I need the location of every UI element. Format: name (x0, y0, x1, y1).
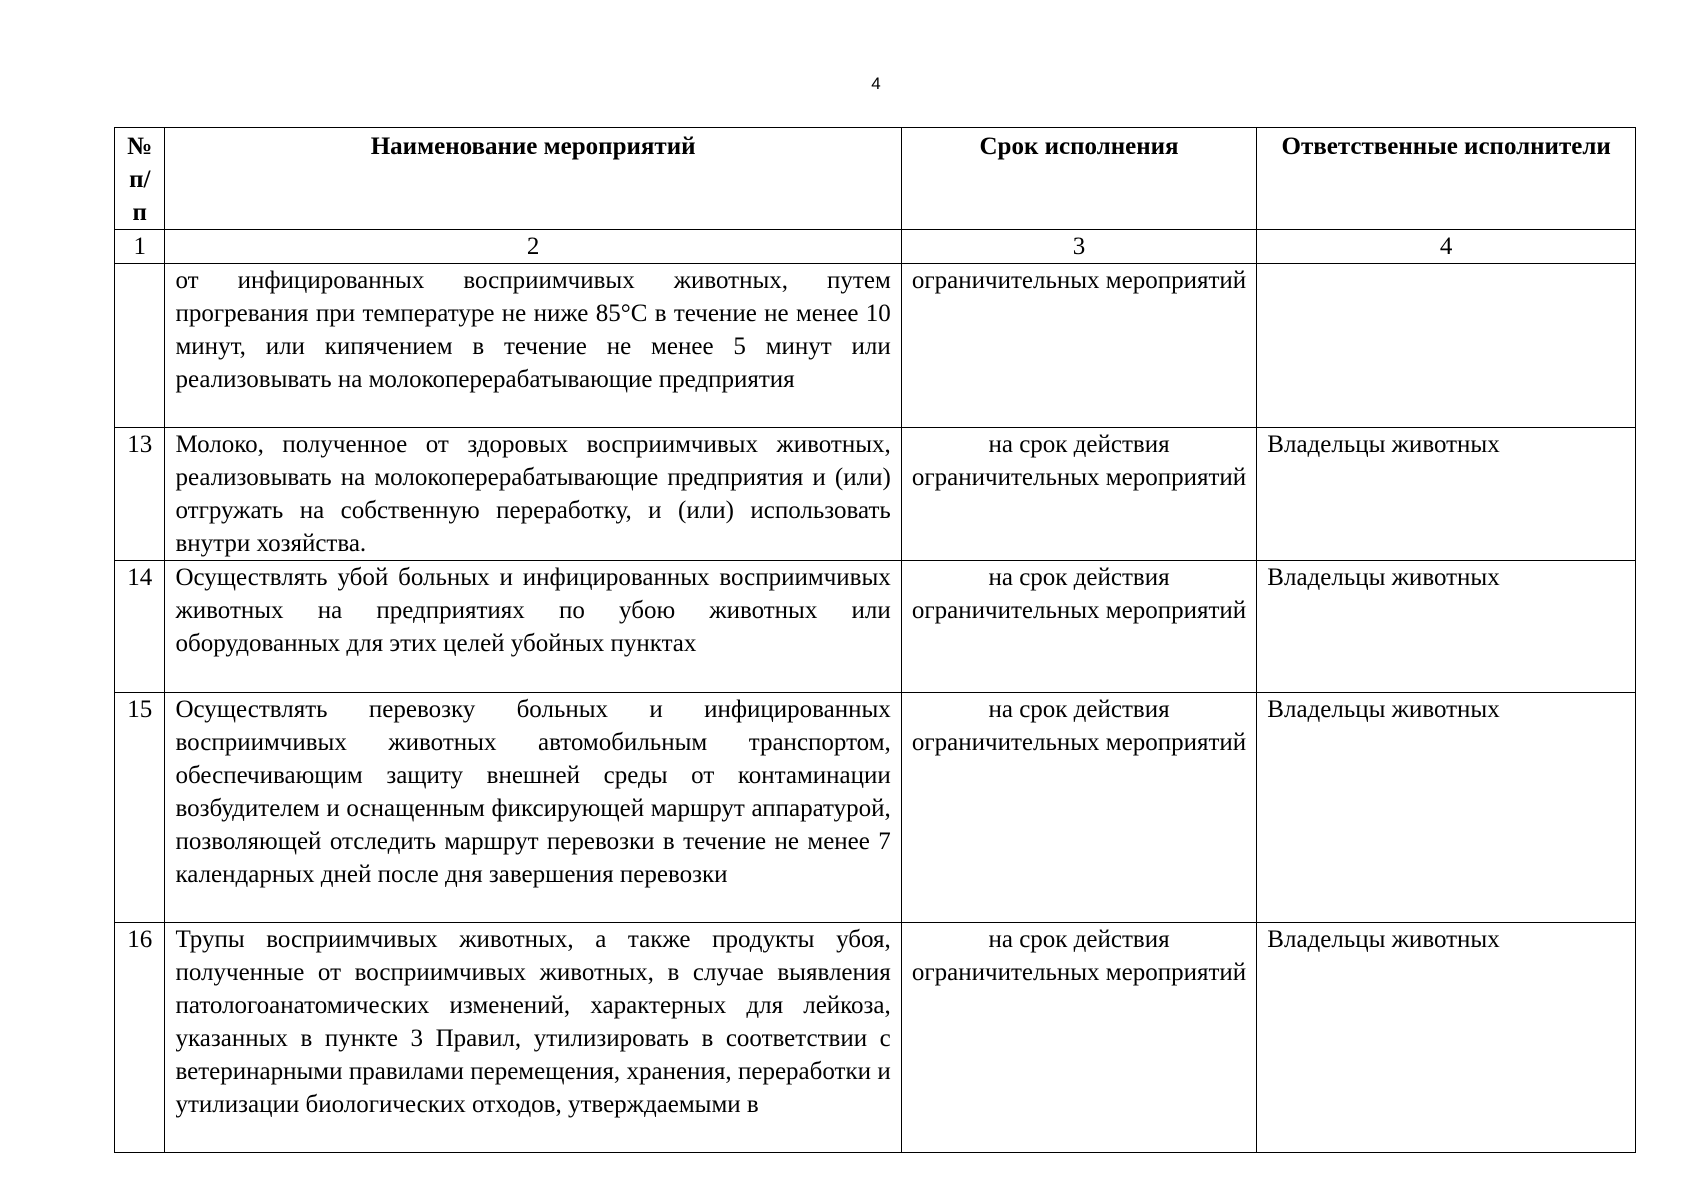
column-number-row (115, 230, 1636, 264)
measure-name: Молоко, полученное от здоровых восприимчивых животных, реализовывать на молокоперерабатывающие предприятия и (или) отгружать на собственную переработку, и (или) использовать внутри хозяйства. (165, 428, 901, 561)
table-row (115, 561, 1636, 693)
measure-term: на срок действия ограничительных мероприятий (901, 561, 1257, 693)
measure-term: ограничительных мероприятий (901, 264, 1257, 428)
header-term: Срок исполнения (901, 128, 1257, 230)
measure-responsible (1257, 264, 1636, 428)
measure-name: Осуществлять перевозку больных и инфицированных восприимчивых животных автомобильным транспортом, обеспечивающим защиту внешней среды от контаминации возбудителем и оснащенным фиксирующей маршрут аппаратурой, позволяющей отследить маршрут перевозки в течение не менее 7 календарных дней после дня завершения перевозки (165, 693, 901, 923)
header-name: Наименование мероприятий (165, 128, 901, 230)
measure-responsible: Владельцы животных (1257, 923, 1636, 1153)
measure-name: Трупы восприимчивых животных, а также продукты убоя, полученные от восприимчивых животных, в случае выявления патологоанатомических изменений, характерных для лейкоза, указанных в пункте 3 Правил, утилизировать в соответствии с ветеринарными правилами перемещения, хранения, переработки и утилизации биологических отходов, утверждаемыми в (165, 923, 901, 1153)
measure-name: Осуществлять убой больных и инфицированных восприимчивых животных на предприятиях по убою животных или оборудованных для этих целей убойных пунктах (165, 561, 901, 693)
table-row (115, 693, 1636, 923)
header-num: № п/п (115, 128, 165, 230)
row-number: 16 (115, 923, 165, 1153)
column-number: 1 (115, 230, 165, 264)
row-number: 14 (115, 561, 165, 693)
column-number: 2 (165, 230, 901, 264)
table-row (115, 428, 1636, 561)
measures-table (114, 127, 1636, 1153)
measure-responsible: Владельцы животных (1257, 693, 1636, 923)
table-header-row (115, 128, 1636, 230)
measure-responsible: Владельцы животных (1257, 561, 1636, 693)
page-number: 4 (871, 74, 881, 93)
measure-name: от инфицированных восприимчивых животных, путем прогревания при температуре не ниже 85°С в течение не менее 10 минут, или кипячением в течение не менее 5 минут или реализовывать на молокоперерабатывающие предприятия (165, 264, 901, 428)
row-number: 13 (115, 428, 165, 561)
column-number: 3 (901, 230, 1257, 264)
table-row (115, 923, 1636, 1153)
measure-term: на срок действия ограничительных мероприятий (901, 428, 1257, 561)
header-responsible: Ответственные исполнители (1257, 128, 1636, 230)
row-number: 15 (115, 693, 165, 923)
measure-term: на срок действия ограничительных мероприятий (901, 693, 1257, 923)
measure-responsible: Владельцы животных (1257, 428, 1636, 561)
table-row (115, 264, 1636, 428)
measure-term: на срок действия ограничительных мероприятий (901, 923, 1257, 1153)
row-number (115, 264, 165, 428)
column-number: 4 (1257, 230, 1636, 264)
